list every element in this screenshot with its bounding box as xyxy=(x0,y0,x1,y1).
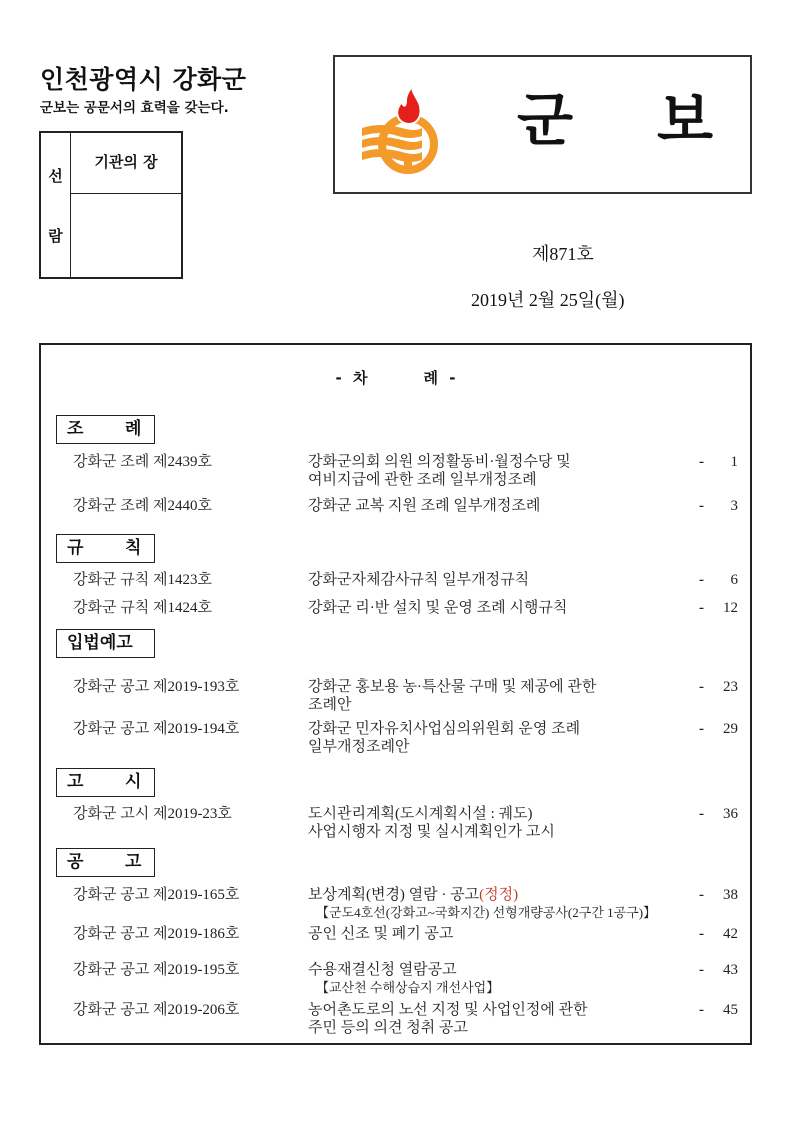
entry-title: 강화군의회 의원 의정활동비·월정수당 및 여비지급에 관한 조례 일부개정조례 xyxy=(308,454,571,488)
entry-subtitle: 【교산천 수해상습지 개선사업】 xyxy=(316,980,500,995)
entry-title: 강화군 민자유치사업심의위원회 운영 조례 일부개정조례안 xyxy=(308,721,581,755)
entry-title: 도시관리계획(도시계획시설 : 궤도) 사업시행자 지정 및 실시계획인가 고시 xyxy=(308,806,555,840)
section-label-b: 시 xyxy=(125,772,142,792)
entry-title: 공인 신조 및 폐기 공고 xyxy=(308,926,454,942)
masthead-title-char-1: 군 xyxy=(517,86,574,154)
entry-page: 12 xyxy=(723,600,738,616)
issue-date: 2019년 2월 25일(월) xyxy=(471,290,625,310)
section-public-notice xyxy=(56,768,155,797)
entry-law-number: 강화군 공고 제2019-186호 xyxy=(73,926,240,942)
entry-title: 보상계획(변경) 열람 · 공고(정정) 【군도4호선(강화고~국화지간) 선형개량공사(2구간 1공구)】 xyxy=(308,887,657,920)
entry-dash: - xyxy=(699,721,704,737)
entry-dash: - xyxy=(699,498,704,514)
entry-dash: - xyxy=(699,926,704,942)
section-legislative-notice xyxy=(56,629,155,658)
entry-page: 29 xyxy=(723,721,738,737)
review-header-label: 기관의 장 xyxy=(71,133,181,194)
entry-law-number: 강화군 공고 제2019-194호 xyxy=(73,721,240,737)
masthead-title-char-2: 보 xyxy=(657,86,714,154)
entry-page: 38 xyxy=(723,887,738,903)
entry-title: 강화군 교복 지원 조례 일부개정조례 xyxy=(308,498,541,514)
section-label-b: 칙 xyxy=(125,538,142,558)
county-emblem-icon xyxy=(360,82,445,177)
entry-page: 42 xyxy=(723,926,738,942)
section-label-a: 규 xyxy=(67,538,84,558)
entry-dash: - xyxy=(699,887,704,903)
entry-law-number: 강화군 조례 제2440호 xyxy=(73,498,212,514)
entry-law-number: 강화군 공고 제2019-195호 xyxy=(73,962,240,978)
org-subtitle: 군보는 공문서의 효력을 갖는다. xyxy=(40,100,229,116)
section-ordinance xyxy=(56,415,155,444)
entry-law-number: 강화군 조례 제2439호 xyxy=(73,454,212,470)
section-regulation xyxy=(56,534,155,563)
entry-law-number: 강화군 공고 제2019-193호 xyxy=(73,679,240,695)
issue-number: 제871호 xyxy=(532,244,594,264)
section-label-b: 고 xyxy=(125,852,142,872)
entry-title: 강화군자체감사규칙 일부개정규칙 xyxy=(308,572,530,588)
section-label-b: 례 xyxy=(125,419,142,439)
entry-subtitle: 【군도4호선(강화고~국화지간) 선형개량공사(2구간 1공구)】 xyxy=(316,905,657,920)
entry-law-number: 강화군 공고 제2019-206호 xyxy=(73,1002,240,1018)
entry-page: 1 xyxy=(730,454,738,470)
entry-title: 강화군 홍보용 농·특산물 구매 및 제공에 관한 조례안 xyxy=(308,679,597,713)
review-side-label-1: 선 xyxy=(48,167,63,185)
entry-page: 23 xyxy=(723,679,738,695)
entry-dash: - xyxy=(699,806,704,822)
entry-page: 3 xyxy=(730,498,738,514)
entry-page: 36 xyxy=(723,806,738,822)
entry-dash: - xyxy=(699,572,704,588)
entry-page: 43 xyxy=(723,962,738,978)
section-label-a: 조 xyxy=(67,419,84,439)
section-announcement xyxy=(56,848,155,877)
entry-law-number: 강화군 규칙 제1424호 xyxy=(73,600,212,616)
entry-law-number: 강화군 고시 제2019-23호 xyxy=(73,806,232,822)
review-side-label-2: 람 xyxy=(48,227,63,245)
entry-dash: - xyxy=(699,962,704,978)
review-side-column xyxy=(41,133,71,277)
entry-dash: - xyxy=(699,600,704,616)
review-box xyxy=(39,131,183,279)
entry-law-number: 강화군 규칙 제1423호 xyxy=(73,572,212,588)
entry-title: 강화군 리·반 설치 및 운영 조례 시행규칙 xyxy=(308,600,568,616)
section-label-a: 공 xyxy=(67,852,84,872)
entry-dash: - xyxy=(699,1002,704,1018)
entry-law-number: 강화군 공고 제2019-165호 xyxy=(73,887,240,903)
entry-dash: - xyxy=(699,679,704,695)
entry-page: 45 xyxy=(723,1002,738,1018)
org-name: 인천광역시 강화군 xyxy=(40,65,247,94)
correction-label: (정정) xyxy=(479,887,519,903)
toc-title: - 차 례 - xyxy=(335,369,456,387)
entry-title: 수용재결신청 열람공고 【교산천 수해상습지 개선사업】 xyxy=(308,962,500,995)
section-label-a: 입법예고 xyxy=(67,633,133,653)
entry-page: 6 xyxy=(730,572,738,588)
entry-title: 농어촌도로의 노선 지정 및 사업인정에 관한 주민 등의 의견 청취 공고 xyxy=(308,1002,588,1036)
table-of-contents xyxy=(39,343,752,1045)
section-label-a: 고 xyxy=(67,772,84,792)
masthead xyxy=(333,55,752,194)
entry-dash: - xyxy=(699,454,704,470)
